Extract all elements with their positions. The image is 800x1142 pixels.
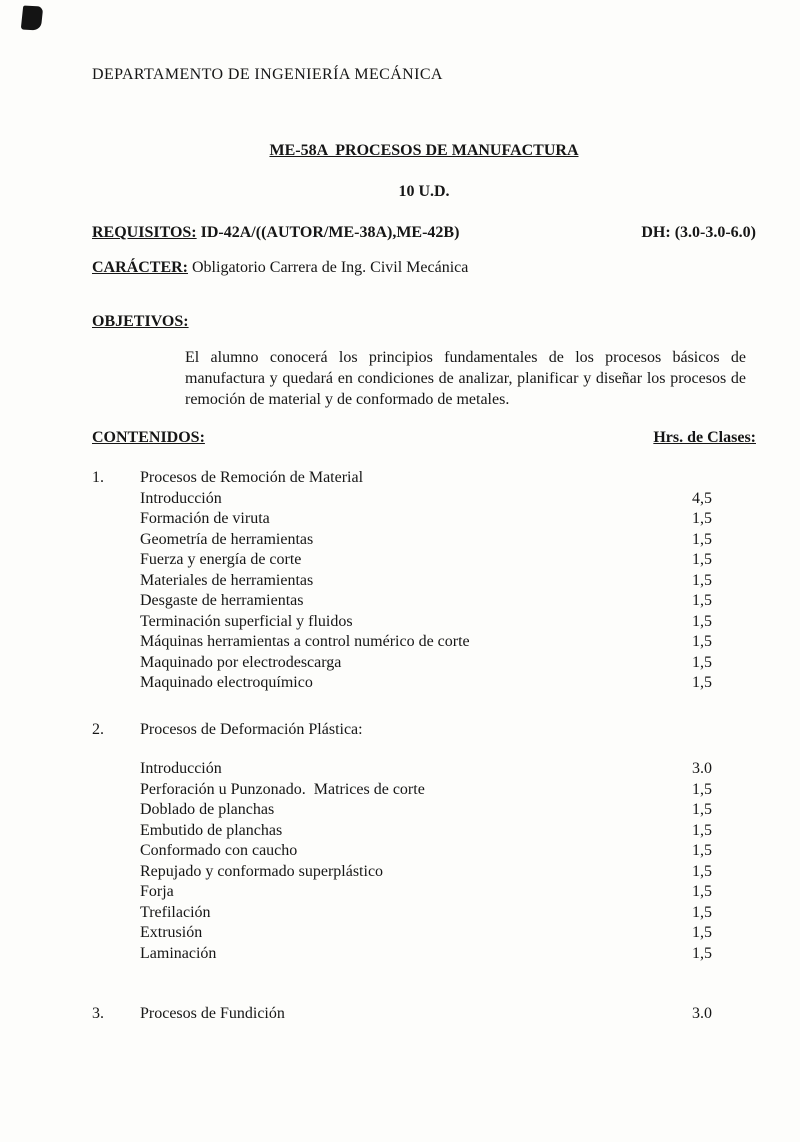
objetivos-row (92, 313, 756, 331)
course-title-row (92, 142, 756, 160)
item-label: Conformado con caucho (140, 842, 298, 859)
item-hours: 1,5 (692, 612, 712, 630)
caracter-row (92, 259, 756, 277)
item-hours: 1,5 (692, 842, 712, 859)
item-label: Perforación u Punzonado. Matrices de corte (140, 780, 425, 798)
list-item (140, 759, 712, 780)
item-label: Formación de viruta (140, 510, 270, 527)
section-1 (92, 468, 712, 694)
item-hours: 1,5 (692, 653, 712, 671)
contenidos-label: CONTENIDOS: (92, 429, 205, 446)
section-number: 2. (92, 720, 104, 738)
section-3 (92, 1004, 712, 1025)
item-hours: 1,5 (692, 633, 712, 650)
objetivos-paragraph: El alumno conocerá los principios fundamentales de los procesos básicos de manufactura y quedará en condiciones de analizar, planificar y diseñar los procesos de remoción de material y de conformado de metales. (185, 349, 746, 408)
item-hours: 1,5 (692, 862, 712, 880)
section-title: Procesos de Deformación Plástica: (140, 720, 363, 738)
contents-list (92, 468, 756, 1025)
item-label: Trefilación (140, 903, 211, 921)
item-label: Introducción (140, 760, 222, 777)
requisitos-line (92, 224, 459, 242)
list-item (140, 673, 712, 694)
list-item (140, 903, 712, 924)
item-label: Maquinado electroquímico (140, 674, 313, 691)
section-title: Procesos de Remoción de Material (140, 469, 364, 486)
item-label: Geometría de herramientas (140, 530, 314, 548)
item-label: Doblado de planchas (140, 801, 275, 818)
list-item (140, 612, 712, 633)
dh-value: DH: (3.0-3.0-6.0) (641, 224, 756, 241)
section-header (92, 468, 712, 489)
list-item (140, 841, 712, 862)
item-label: Laminación (140, 944, 217, 962)
item-label: Embutido de planchas (140, 821, 283, 839)
requisitos-value: ID-42A/((AUTOR/ME-38A),ME-42B) (196, 224, 460, 241)
item-hours: 4,5 (692, 489, 712, 507)
list-item (140, 862, 712, 883)
item-hours: 1,5 (692, 780, 712, 798)
objetivos-label: OBJETIVOS: (92, 313, 189, 330)
section-number: 1. (92, 469, 104, 486)
list-item (140, 923, 712, 944)
section-items (140, 759, 712, 964)
list-item (140, 800, 712, 821)
list-item (140, 780, 712, 801)
item-hours: 1,5 (692, 903, 712, 921)
list-item (140, 530, 712, 551)
item-hours: 1,5 (692, 592, 712, 609)
section-header (92, 720, 712, 741)
hours-column-label: Hrs. de Clases: (653, 429, 756, 446)
section-hours: 3.0 (692, 1005, 712, 1022)
item-hours: 1,5 (692, 674, 712, 691)
list-item (140, 550, 712, 571)
caracter-value: Obligatorio Carrera de Ing. Civil Mecánica (188, 259, 469, 276)
list-item (140, 944, 712, 965)
item-hours: 1,5 (692, 883, 712, 900)
item-hours: 1,5 (692, 801, 712, 818)
item-hours: 1,5 (692, 510, 712, 527)
units-row (92, 183, 756, 201)
item-label: Fuerza y energía de corte (140, 551, 302, 568)
list-item (140, 653, 712, 674)
item-label: Máquinas herramientas a control numérico de corte (140, 633, 470, 650)
scan-artifact (21, 5, 44, 30)
section-2 (92, 720, 712, 965)
item-label: Terminación superficial y fluidos (140, 612, 353, 630)
item-label: Desgaste de herramientas (140, 592, 304, 609)
units-value: 10 U.D. (398, 183, 450, 200)
item-hours: 1,5 (692, 821, 712, 839)
list-item (140, 489, 712, 510)
section-title: Procesos de Fundición (140, 1005, 285, 1022)
list-item (140, 591, 712, 612)
section-items (140, 489, 712, 694)
item-hours: 1,5 (692, 551, 712, 568)
item-label: Introducción (140, 489, 222, 507)
item-label: Materiales de herramientas (140, 571, 314, 589)
item-label: Forja (140, 883, 174, 900)
item-hours: 1,5 (692, 924, 712, 941)
caracter-label: CARÁCTER: (92, 259, 188, 276)
item-label: Maquinado por electrodescarga (140, 653, 342, 671)
list-item (140, 632, 712, 653)
requisitos-label: REQUISITOS: (92, 224, 197, 241)
item-hours: 3.0 (692, 760, 712, 777)
course-title: ME-58A PROCESOS DE MANUFACTURA (269, 142, 579, 159)
item-label: Repujado y conformado superplástico (140, 862, 384, 880)
item-hours: 1,5 (692, 944, 712, 962)
list-item (140, 882, 712, 903)
item-label: Extrusión (140, 924, 203, 941)
contenidos-header-row (92, 429, 756, 447)
item-hours: 1,5 (692, 530, 712, 548)
requisitos-row (92, 224, 756, 242)
department-header: DEPARTAMENTO DE INGENIERÍA MECÁNICA (92, 66, 443, 83)
list-item (140, 821, 712, 842)
list-item (140, 509, 712, 530)
section-header (92, 1004, 712, 1025)
section-number: 3. (92, 1005, 104, 1022)
item-hours: 1,5 (692, 571, 712, 589)
list-item (140, 571, 712, 592)
